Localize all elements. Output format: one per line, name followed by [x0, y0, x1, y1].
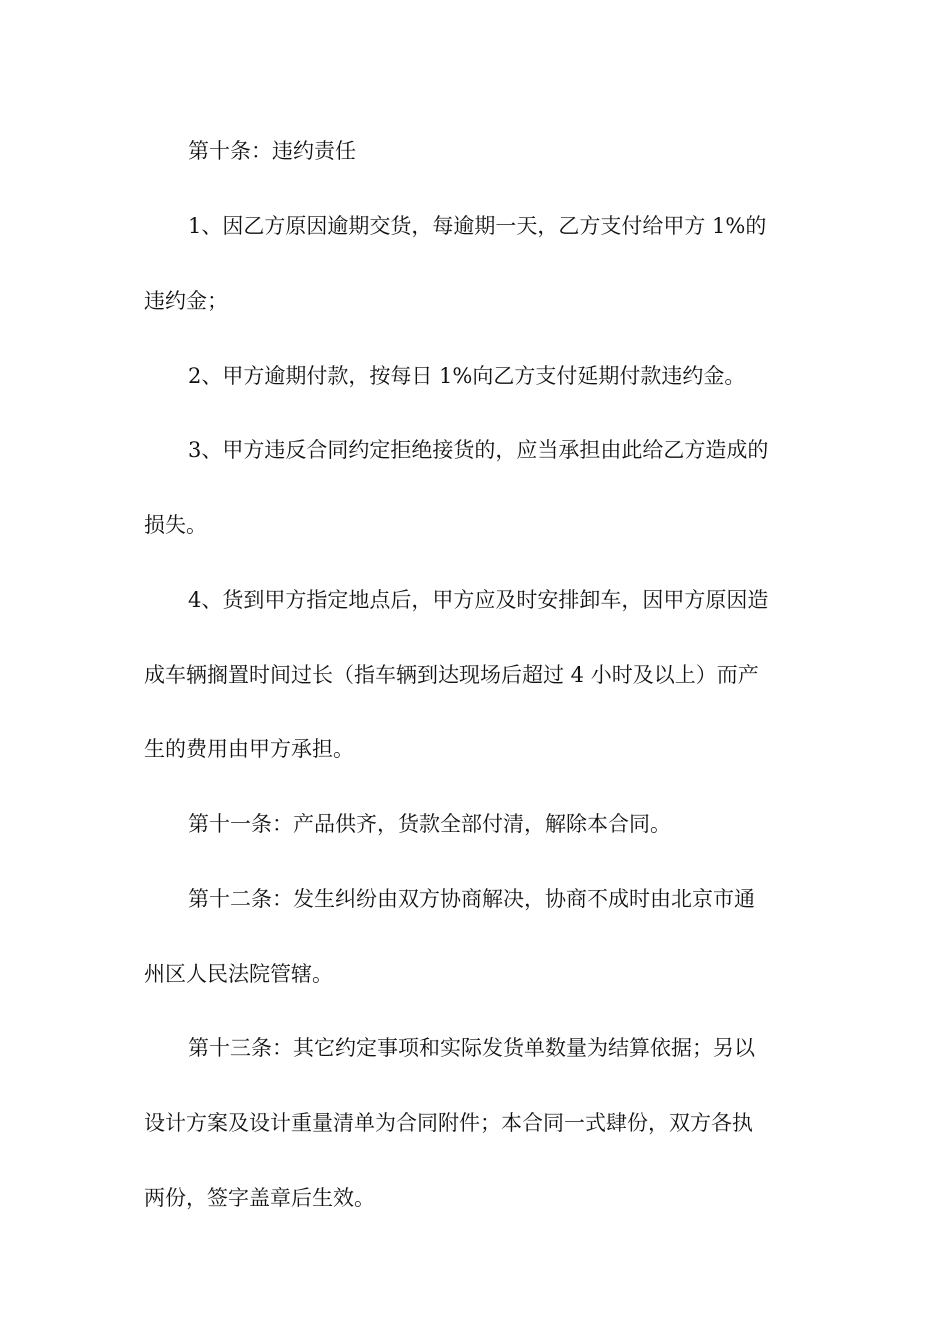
clause-4-line-1: 4、货到甲方指定地点后，甲方应及时安排卸车，因甲方原因造: [188, 588, 769, 612]
article-13-line-1: 第十三条：其它约定事项和实际发货单数量为结算依据；另以: [188, 1036, 755, 1060]
clause-3-line-1: 3、甲方违反合同约定拒绝接货的，应当承担由此给乙方造成的: [188, 438, 769, 462]
article-10-heading: 第十条：违约责任: [188, 139, 356, 163]
clause-3-line-2: 损失。: [144, 513, 207, 537]
clause-1-line-1: 1、因乙方原因逾期交货，每逾期一天，乙方支付给甲方 1%的: [188, 214, 767, 238]
clause-4-line-3: 生的费用由甲方承担。: [144, 737, 354, 761]
article-12-line-2: 州区人民法院管辖。: [144, 962, 333, 986]
article-12-line-1: 第十二条：发生纠纷由双方协商解决，协商不成时由北京市通: [188, 887, 755, 911]
article-13-line-3: 两份，签字盖章后生效。: [144, 1186, 375, 1210]
clause-1-line-2: 违约金；: [144, 289, 228, 313]
clause-4-line-2: 成车辆搁置时间过长（指车辆到达现场后超过 4 小时及以上）而产: [144, 663, 759, 687]
article-13-line-2: 设计方案及设计重量清单为合同附件；本合同一式肆份，双方各执: [144, 1111, 753, 1135]
article-11-line-1: 第十一条：产品供齐，货款全部付清，解除本合同。: [188, 812, 671, 836]
clause-2-line-1: 2、甲方逾期付款，按每日 1%向乙方支付延期付款违约金。: [188, 364, 746, 388]
